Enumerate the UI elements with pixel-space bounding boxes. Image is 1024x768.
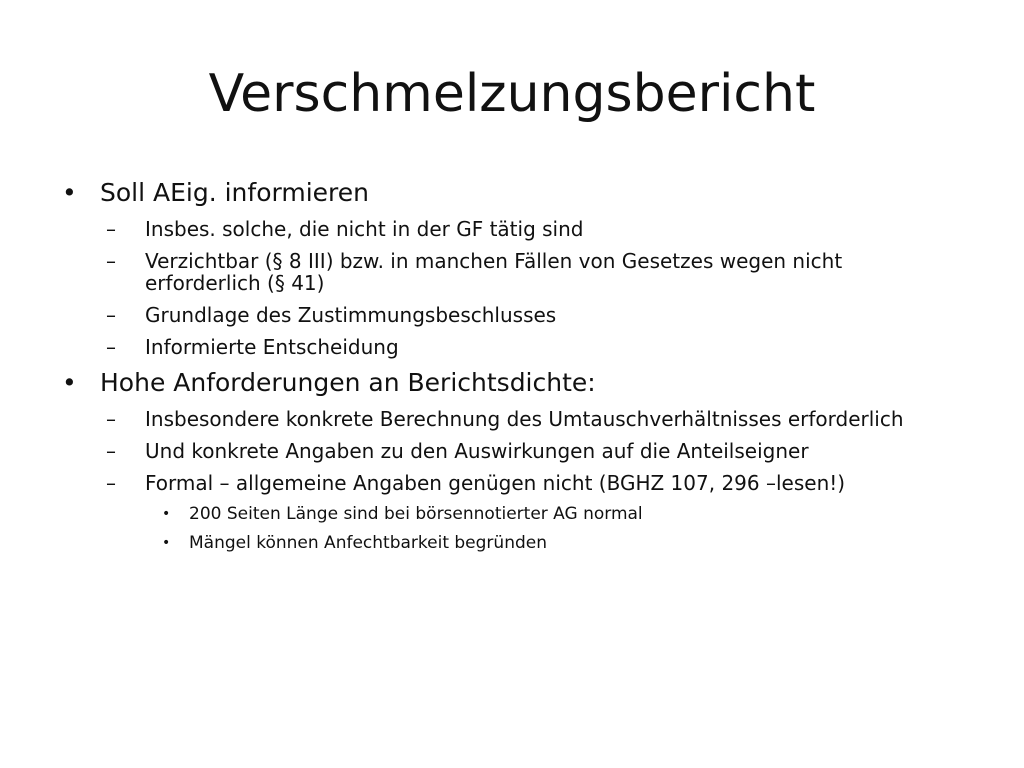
sub-sub-bullet-item: [62, 504, 962, 524]
bullet-text: Soll AEig. informieren: [100, 178, 369, 207]
sub-bullet-text: Informierte Entscheidung: [145, 335, 399, 359]
dash-marker: –: [106, 471, 116, 495]
bullet-text: Hohe Anforderungen an Berichtsdichte:: [100, 368, 596, 397]
bullet-marker: •: [62, 178, 77, 207]
dash-marker: –: [106, 335, 116, 359]
sub-bullet-text: Grundlage des Zustimmungsbeschlusses: [145, 303, 557, 327]
dash-marker: –: [106, 249, 116, 273]
bullet-marker: •: [62, 368, 77, 397]
sub-bullet-item: [62, 218, 962, 240]
dash-marker: –: [106, 439, 116, 463]
sub-bullet-item: [62, 408, 962, 430]
dash-marker: –: [106, 407, 116, 431]
sub-bullet-item: [62, 440, 962, 462]
sub-bullet-text: Und konkrete Angaben zu den Auswirkungen auf die Anteilseigner: [145, 439, 809, 463]
sub-bullet-item: [62, 304, 962, 326]
slide-title: Verschmelzungsbericht: [208, 64, 816, 124]
bullet-item: [62, 178, 962, 208]
sub-sub-bullet-text: 200 Seiten Länge sind bei börsennotierter AG normal: [189, 504, 643, 524]
sub-sub-bullet-text: Mängel können Anfechtbarkeit begründen: [189, 533, 547, 553]
bullet-item: [62, 368, 962, 398]
slide-body: [62, 178, 962, 562]
bullet-marker: •: [162, 506, 171, 522]
sub-bullet-item: [62, 472, 962, 494]
bullet-marker: •: [162, 535, 171, 551]
dash-marker: –: [106, 303, 116, 327]
dash-marker: –: [106, 217, 116, 241]
sub-bullet-text: Formal – allgemeine Angaben genügen nicht (BGHZ 107, 296 –lesen!): [145, 471, 846, 495]
sub-bullet-text: Verzichtbar (§ 8 III) bzw. in manchen Fällen von Gesetzes wegen nicht erforderlich (§ 41): [145, 249, 843, 295]
sub-sub-bullet-item: [62, 533, 962, 553]
sub-bullet-item: [62, 250, 962, 294]
sub-bullet-text: Insbesondere konkrete Berechnung des Umtauschverhältnisses erforderlich: [145, 407, 904, 431]
sub-bullet-text: Insbes. solche, die nicht in der GF tätig sind: [145, 217, 584, 241]
sub-bullet-item: [62, 336, 962, 358]
